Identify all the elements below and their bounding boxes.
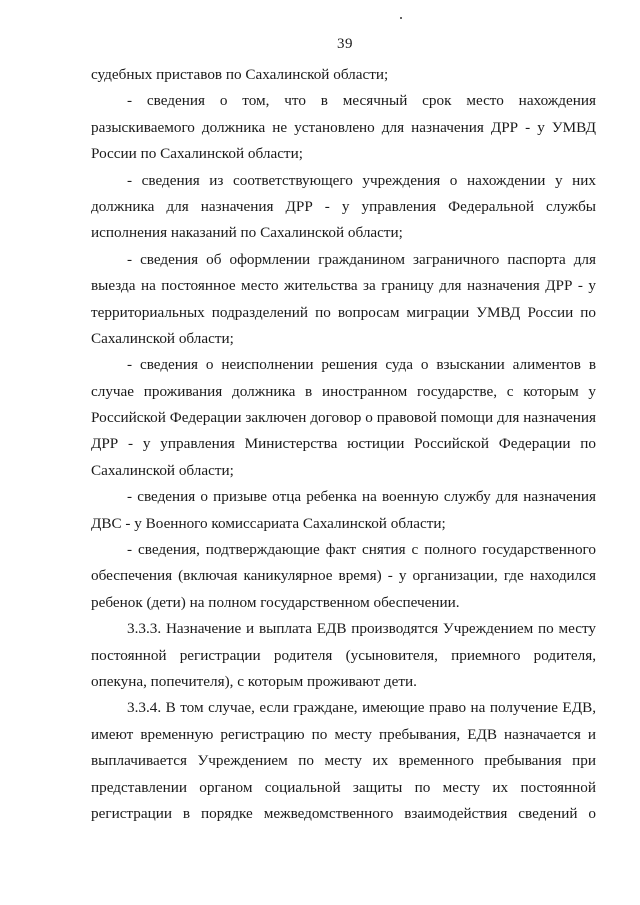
text-line: судебных приставов по Сахалинской области;	[91, 66, 389, 83]
text-line: - сведения из соответствующего учреждения о нахождении у них	[127, 171, 596, 189]
text-line: - сведения, подтверждающие факт снятия с полного государственного	[127, 541, 596, 559]
text-line: выплачивается Учреждением по месту их временного пребывания при	[91, 752, 596, 770]
body-text	[91, 62, 596, 827]
text-line: разыскиваемого должника не установлено для назначения ДРР - у УМВД	[91, 118, 596, 136]
text-line: ДРР - у управления Министерства юстиции Российской Федерации по	[91, 435, 596, 453]
text-line: Российской Федерации заключен договор о правовой помощи для назначения	[91, 409, 596, 427]
text-line: Сахалинской области;	[91, 329, 234, 347]
text-line: опекуна, попечителя), с которым проживают дети.	[91, 672, 417, 690]
text-line: - сведения о неисполнении решения суда о взыскании алиментов в	[127, 356, 596, 374]
text-line: исполнения наказаний по Сахалинской области;	[91, 224, 403, 242]
text-line: случае проживания должника в иностранном государстве, с которым у	[91, 382, 596, 400]
text-line: ДВС - у Военного комиссариата Сахалинской области;	[91, 514, 446, 532]
text-line: ребенок (дети) на полном государственном обеспечении.	[91, 593, 460, 611]
text-line: должника для назначения ДРР - у управления Федеральной службы	[91, 197, 596, 215]
text-line: регистрации в порядке межведомственного взаимодействия сведений о	[91, 804, 596, 822]
text-line: представлении органом социальной защиты по месту их постоянной	[91, 778, 596, 796]
text-line: - сведения об оформлении гражданином заграничного паспорта для	[127, 250, 596, 268]
text-line: 3.3.4. В том случае, если граждане, имеющие право на получение ЕДВ,	[127, 699, 596, 717]
text-line: России по Сахалинской области;	[91, 145, 303, 163]
text-line: постоянной регистрации родителя (усыновителя, приемного родителя,	[91, 646, 596, 664]
text-line: - сведения о призыве отца ребенка на военную службу для назначения	[127, 488, 596, 506]
text-line: Сахалинской области;	[91, 461, 234, 479]
text-line: - сведения о том, что в месячный срок место нахождения	[127, 92, 596, 110]
text-line: обеспечения (включая каникулярное время) - у организации, где находился	[91, 567, 596, 585]
text-line: имеют временную регистрацию по месту пребывания, ЕДВ назначается и	[91, 725, 596, 743]
page-number: 39	[337, 36, 353, 52]
scan-speck	[400, 17, 402, 19]
text-line: 3.3.3. Назначение и выплата ЕДВ производятся Учреждением по месту	[127, 620, 596, 638]
text-line: выезда на постоянное место жительства за границу для назначения ДРР - у	[91, 277, 596, 295]
text-line: территориальных подразделений по вопросам миграции УМВД России по	[91, 303, 596, 321]
